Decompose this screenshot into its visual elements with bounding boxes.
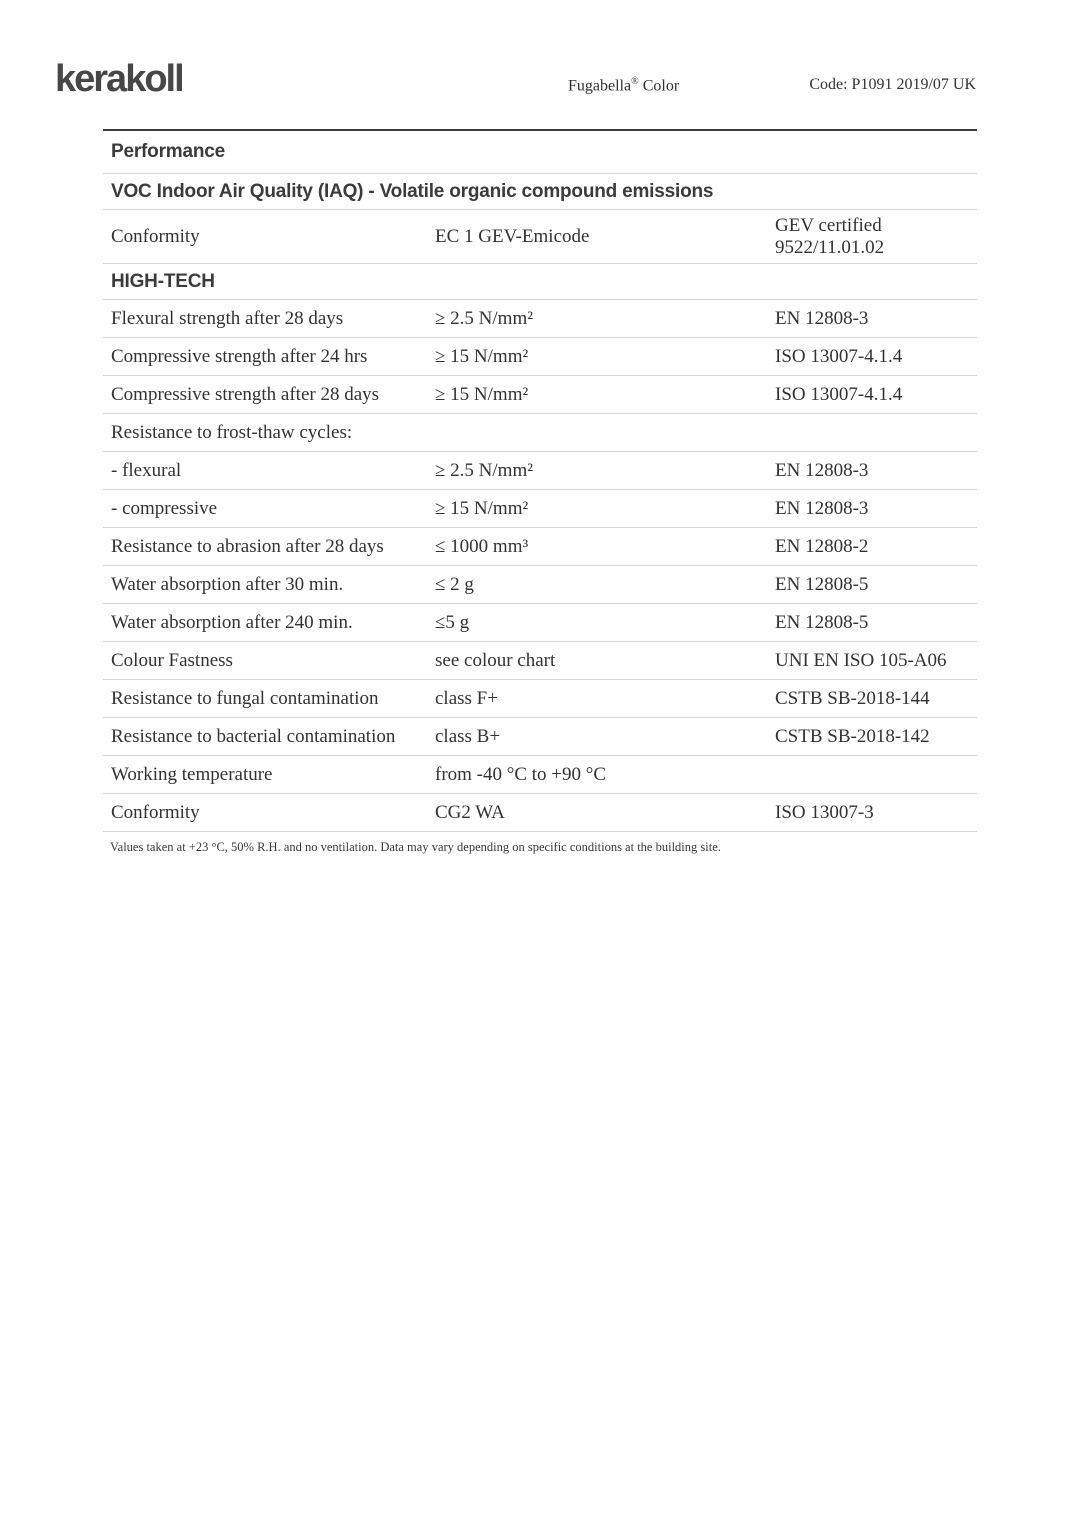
value-cell: CG2 WA (435, 801, 505, 823)
row-abrasion-resistance (103, 528, 977, 566)
standard-line-1: GEV certified (775, 214, 882, 236)
property-cell: Resistance to bacterial contamination (111, 725, 396, 747)
row-conformity-cg2 (103, 794, 977, 832)
property-cell: Resistance to frost-thaw cycles: (111, 421, 353, 443)
property-cell: Water absorption after 240 min. (111, 611, 353, 633)
standard-cell: CSTB SB-2018-144 (775, 687, 930, 709)
property-cell: Water absorption after 30 min. (111, 573, 344, 595)
standard-cell: EN 12808-5 (775, 611, 869, 633)
standard-cell (775, 215, 977, 259)
property-cell: Conformity (111, 225, 200, 247)
row-fungal-contamination (103, 680, 977, 718)
property-cell: Working temperature (111, 763, 273, 785)
standard-cell: EN 12808-3 (775, 459, 869, 481)
value-cell: ≥ 15 N/mm² (435, 497, 529, 519)
standard-line-2: 9522/11.01.02 (775, 236, 885, 258)
value-cell: see colour chart (435, 649, 556, 671)
group-heading-high-tech (103, 264, 977, 300)
footnote: Values taken at +23 °C, 50% R.H. and no ventilation. Data may vary depending on specific conditions at the building site. (110, 840, 721, 854)
row-frost-thaw-cycles (103, 414, 977, 452)
property-cell: Flexural strength after 28 days (111, 307, 344, 329)
property-cell: - flexural (111, 459, 182, 481)
value-cell: EC 1 GEV-Emicode (435, 225, 590, 247)
property-cell: Compressive strength after 24 hrs (111, 345, 368, 367)
row-compressive-strength-24h (103, 338, 977, 376)
property-cell: Colour Fastness (111, 649, 233, 671)
section-heading-label: VOC Indoor Air Quality (IAQ) - Volatile organic compound emissions (111, 180, 714, 202)
row-compressive-strength-28d (103, 376, 977, 414)
section-heading-voc (103, 174, 977, 210)
standard-cell: EN 12808-5 (775, 573, 869, 595)
standard-cell: ISO 13007-4.1.4 (775, 383, 903, 405)
value-cell: ≥ 15 N/mm² (435, 345, 529, 367)
property-cell: Resistance to abrasion after 28 days (111, 535, 384, 557)
value-cell: ≥ 15 N/mm² (435, 383, 529, 405)
value-cell: class B+ (435, 725, 501, 747)
value-cell: ≤ 2 g (435, 573, 474, 595)
row-water-absorption-240min (103, 604, 977, 642)
row-bacterial-contamination (103, 718, 977, 756)
section-heading-label: Performance (111, 141, 225, 162)
property-cell: - compressive (111, 497, 218, 519)
standard-cell: UNI EN ISO 105-A06 (775, 649, 947, 671)
product-name (568, 76, 679, 95)
group-heading-label: HIGH-TECH (111, 270, 215, 292)
product-name-text: Fugabella (568, 77, 632, 95)
standard-cell: EN 12808-3 (775, 497, 869, 519)
section-heading-performance (103, 131, 977, 174)
row-water-absorption-30min (103, 566, 977, 604)
standard-cell: EN 12808-3 (775, 307, 869, 329)
value-cell: from -40 °C to +90 °C (435, 763, 607, 785)
standard-cell: CSTB SB-2018-142 (775, 725, 930, 747)
row-conformity-voc (103, 210, 977, 264)
standard-cell: ISO 13007-4.1.4 (775, 345, 903, 367)
standard-cell: ISO 13007-3 (775, 801, 874, 823)
performance-table (103, 129, 977, 832)
document-code: Code: P1091 2019/07 UK (809, 76, 976, 93)
row-colour-fastness (103, 642, 977, 680)
value-cell: ≤5 g (435, 611, 470, 633)
registered-trademark-symbol: ® (631, 76, 639, 87)
standard-cell: EN 12808-2 (775, 535, 869, 557)
property-cell: Resistance to fungal contamination (111, 687, 379, 709)
property-cell: Conformity (111, 801, 200, 823)
kerakoll-logo: kerakoll (55, 58, 183, 100)
row-frost-flexural (103, 452, 977, 490)
row-flexural-strength-28d (103, 300, 977, 338)
value-cell: class F+ (435, 687, 498, 709)
value-cell: ≥ 2.5 N/mm² (435, 307, 533, 329)
row-frost-compressive (103, 490, 977, 528)
value-cell: ≥ 2.5 N/mm² (435, 459, 533, 481)
value-cell: ≤ 1000 mm³ (435, 535, 529, 557)
row-working-temperature (103, 756, 977, 794)
product-name-suffix: Color (638, 77, 680, 95)
property-cell: Compressive strength after 28 days (111, 383, 380, 405)
